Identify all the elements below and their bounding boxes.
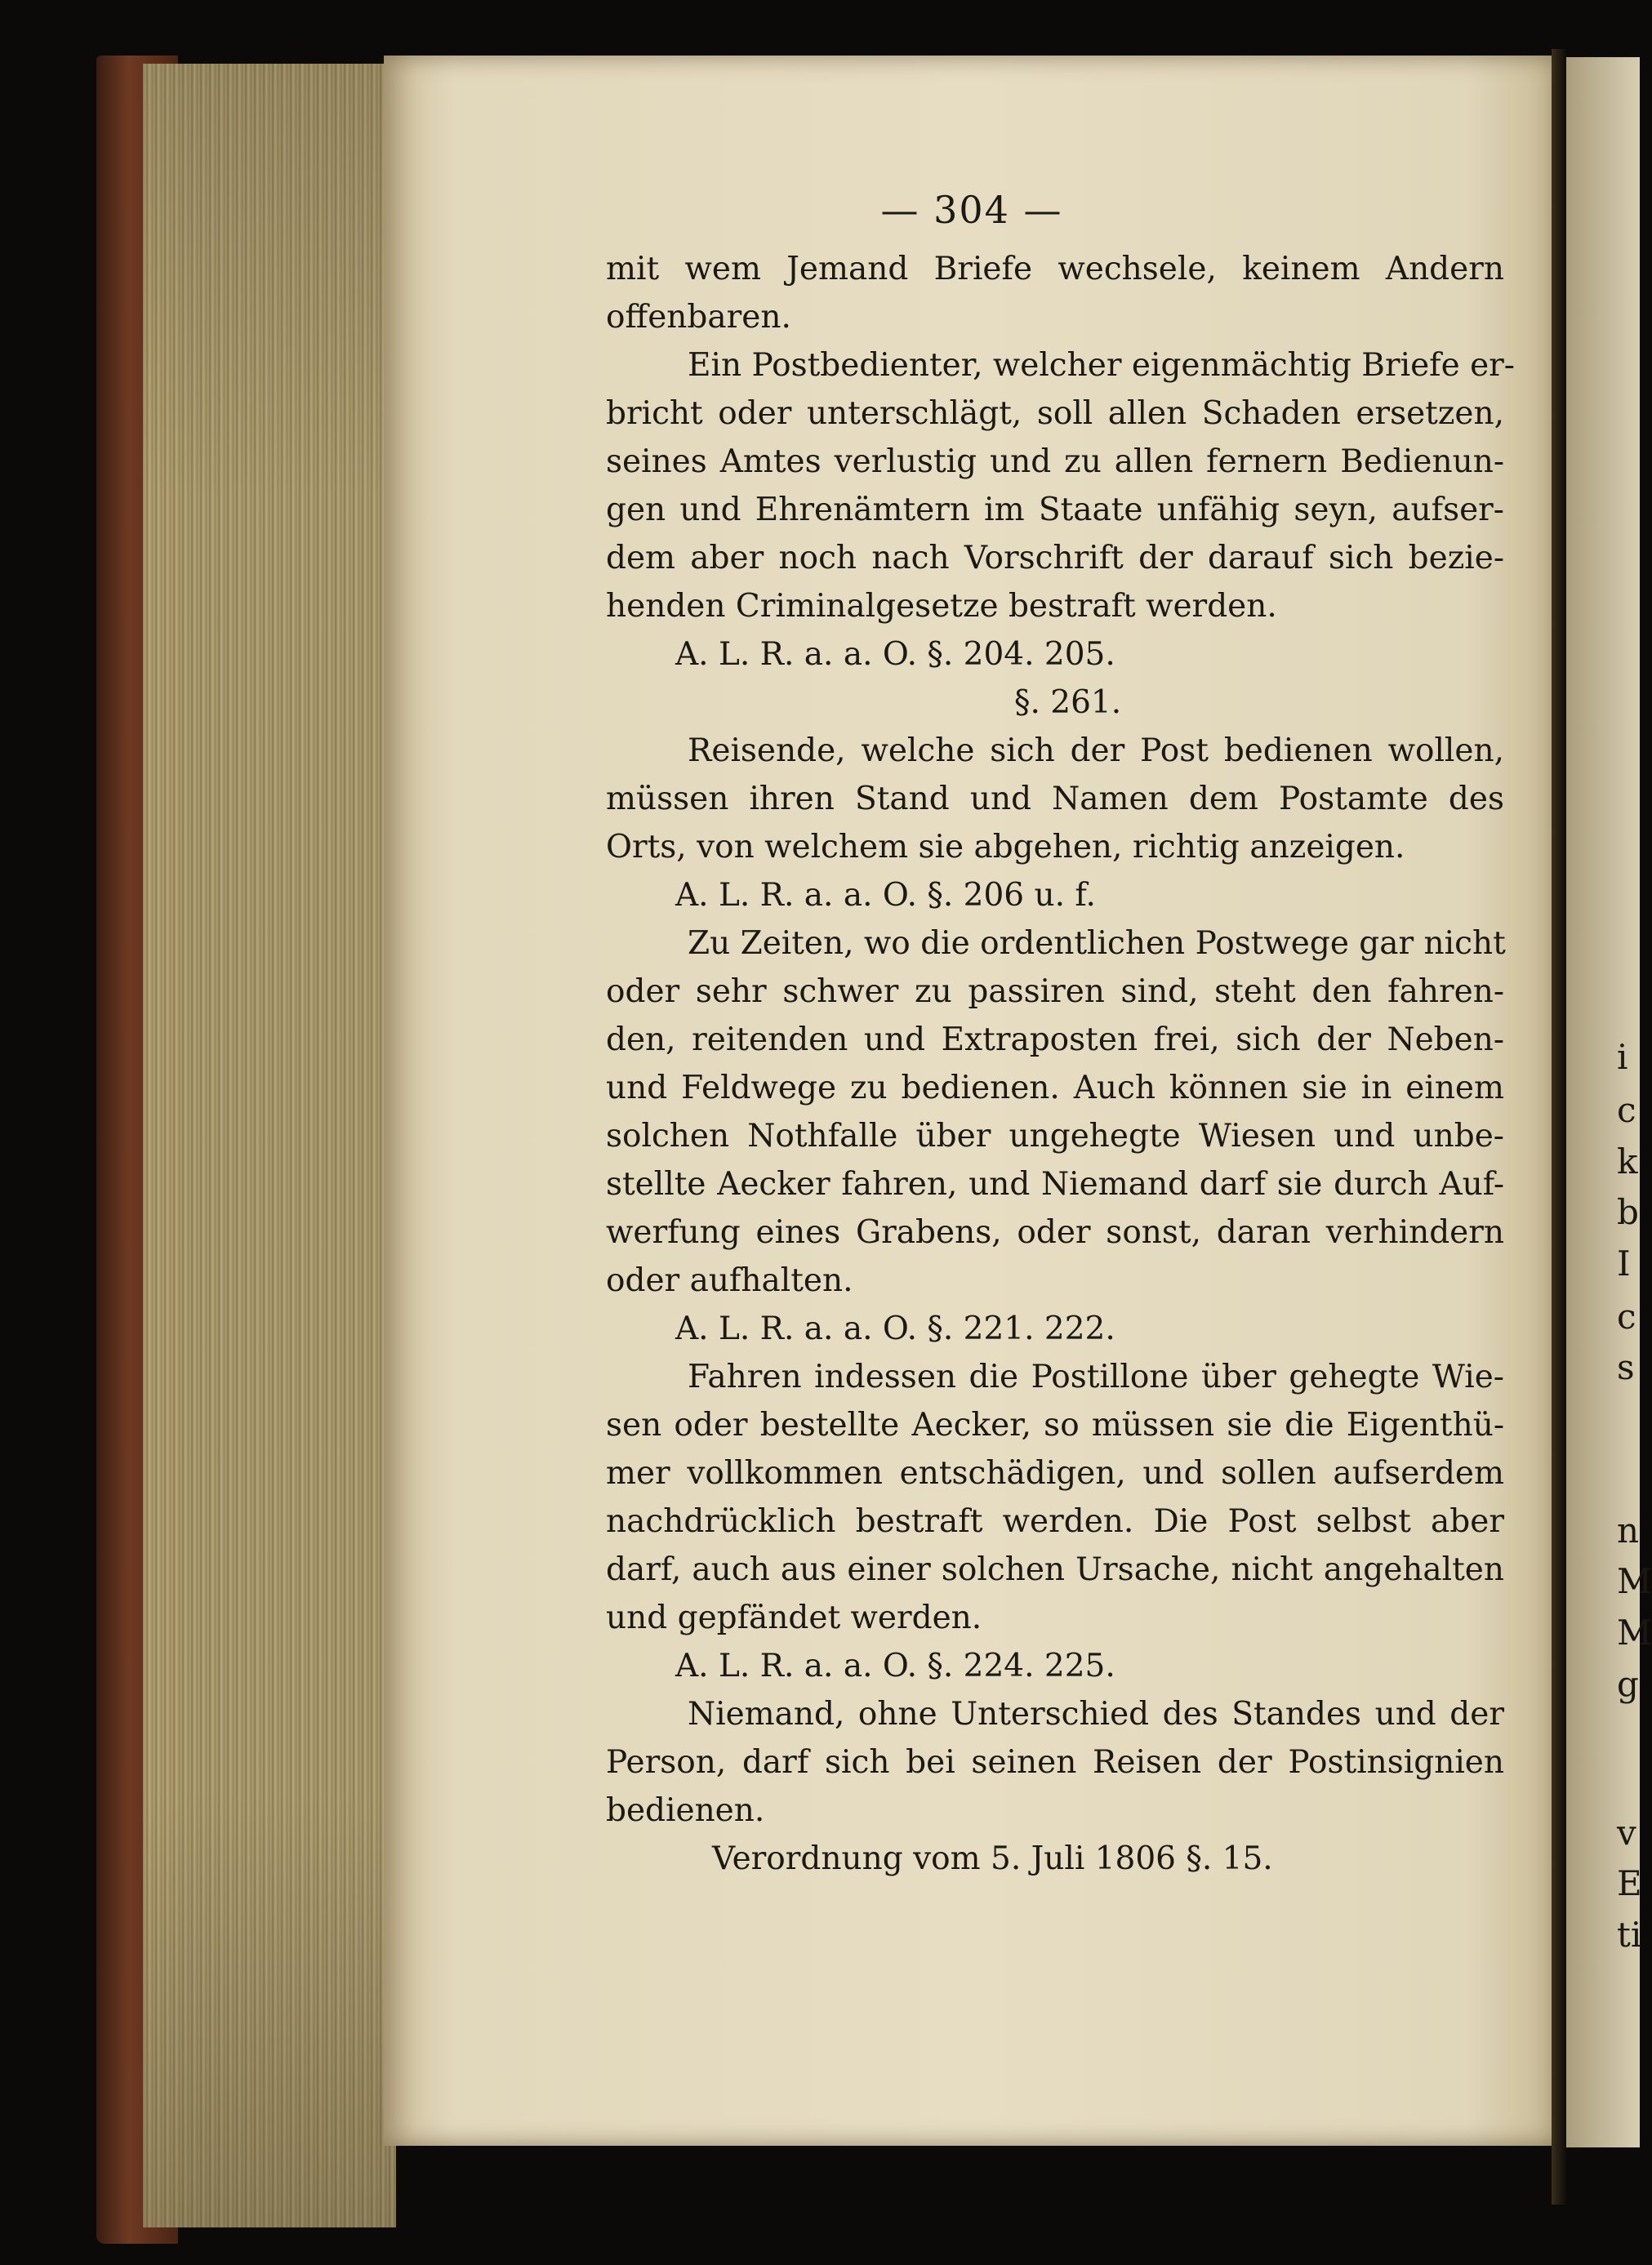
text-line: mer vollkommen entschädigen, und sollen aufserdem [606, 1455, 1504, 1492]
facing-page-fragment: v [1617, 1813, 1636, 1853]
facing-page-fragment: k [1617, 1141, 1638, 1181]
text-line: Orts, von welchem sie abgehen, richtig anzeigen. [606, 829, 1405, 866]
facing-page-fragment: E [1617, 1863, 1642, 1903]
text-line: oder sehr schwer zu passiren sind, steht den fahren- [606, 973, 1504, 1010]
text-line: den, reitenden und Extraposten frei, sich der Neben- [606, 1021, 1504, 1058]
page-edges [143, 64, 396, 2227]
facing-page-fragment: ti [1617, 1915, 1642, 1955]
text-line: und gepfändet werden. [606, 1600, 982, 1636]
text-line: henden Criminalgesetze bestraft werden. [606, 588, 1277, 625]
facing-page-fragment: c [1617, 1297, 1636, 1337]
facing-page-fragment: s [1617, 1347, 1635, 1387]
facing-page-fragment: I [1617, 1244, 1631, 1284]
text-line: dem aber noch nach Vorschrift der darauf sich bezie- [606, 540, 1504, 576]
text-line: solchen Nothfalle über ungehegte Wiesen und unbe- [606, 1118, 1504, 1155]
text-line: Ein Postbedienter, welcher eigenmächtig Briefe er- [688, 347, 1515, 384]
citation: Verordnung vom 5. Juli 1806 §. 15. [712, 1840, 1273, 1877]
citation: A. L. R. a. a. O. §. 204. 205. [675, 636, 1115, 673]
text-line: stellte Aecker fahren, und Niemand darf sie durch Auf- [606, 1166, 1504, 1203]
citation: A. L. R. a. a. O. §. 224. 225. [675, 1648, 1115, 1684]
facing-page-fragment: M [1617, 1561, 1652, 1601]
text-line: seines Amtes verlustig und zu allen fernern Bedienun- [606, 443, 1504, 480]
text-line: Zu Zeiten, wo die ordentlichen Postwege gar nicht [688, 925, 1506, 962]
text-line: mit wem Jemand Briefe wechsele, keinem Andern [606, 251, 1504, 287]
text-line: offenbaren. [606, 299, 791, 336]
facing-page-fragment: n [1617, 1511, 1640, 1551]
facing-page-fragment: g [1617, 1664, 1639, 1704]
text-line: und Feldwege zu bedienen. Auch können sie in einem [606, 1070, 1504, 1106]
text-line: gen und Ehrenämtern im Staate unfähig seyn, aufser- [606, 492, 1504, 528]
book-gutter [1552, 49, 1566, 2205]
text-line: oder aufhalten. [606, 1262, 853, 1299]
text-line: sen oder bestellte Aecker, so müssen sie die Eigenthü- [606, 1407, 1504, 1444]
text-line: Person, darf sich bei seinen Reisen der Postinsignien [606, 1744, 1504, 1781]
text-line: nachdrücklich bestraft werden. Die Post selbst aber [606, 1503, 1504, 1540]
text-line: Niemand, ohne Unterschied des Standes und der [688, 1696, 1504, 1733]
facing-page-edge [1566, 57, 1652, 2147]
text-line: müssen ihren Stand und Namen dem Postamte des [606, 781, 1504, 817]
page-number: — 304 — [880, 188, 1063, 232]
text-line: werfung eines Grabens, oder sonst, daran verhindern [606, 1214, 1504, 1251]
facing-page-fragment: i [1617, 1037, 1628, 1077]
text-line: bedienen. [606, 1792, 765, 1829]
text-line: Fahren indessen die Postillone über gehegte Wie- [688, 1359, 1504, 1395]
page-text [606, 245, 1515, 1883]
section-heading: §. 261. [1014, 684, 1122, 721]
text-line: Reisende, welche sich der Post bedienen wollen, [688, 732, 1504, 769]
citation: A. L. R. a. a. O. §. 206 u. f. [675, 877, 1096, 914]
citation: A. L. R. a. a. O. §. 221. 222. [675, 1310, 1115, 1347]
facing-page-fragment: b [1617, 1192, 1639, 1232]
text-line: darf, auch aus einer solchen Ursache, nicht angehalten [606, 1551, 1504, 1588]
facing-page-fragment: c [1617, 1090, 1636, 1130]
text-line: bricht oder unterschlägt, soll allen Schaden ersetzen, [606, 395, 1504, 432]
facing-page-fragment: M [1617, 1613, 1652, 1653]
